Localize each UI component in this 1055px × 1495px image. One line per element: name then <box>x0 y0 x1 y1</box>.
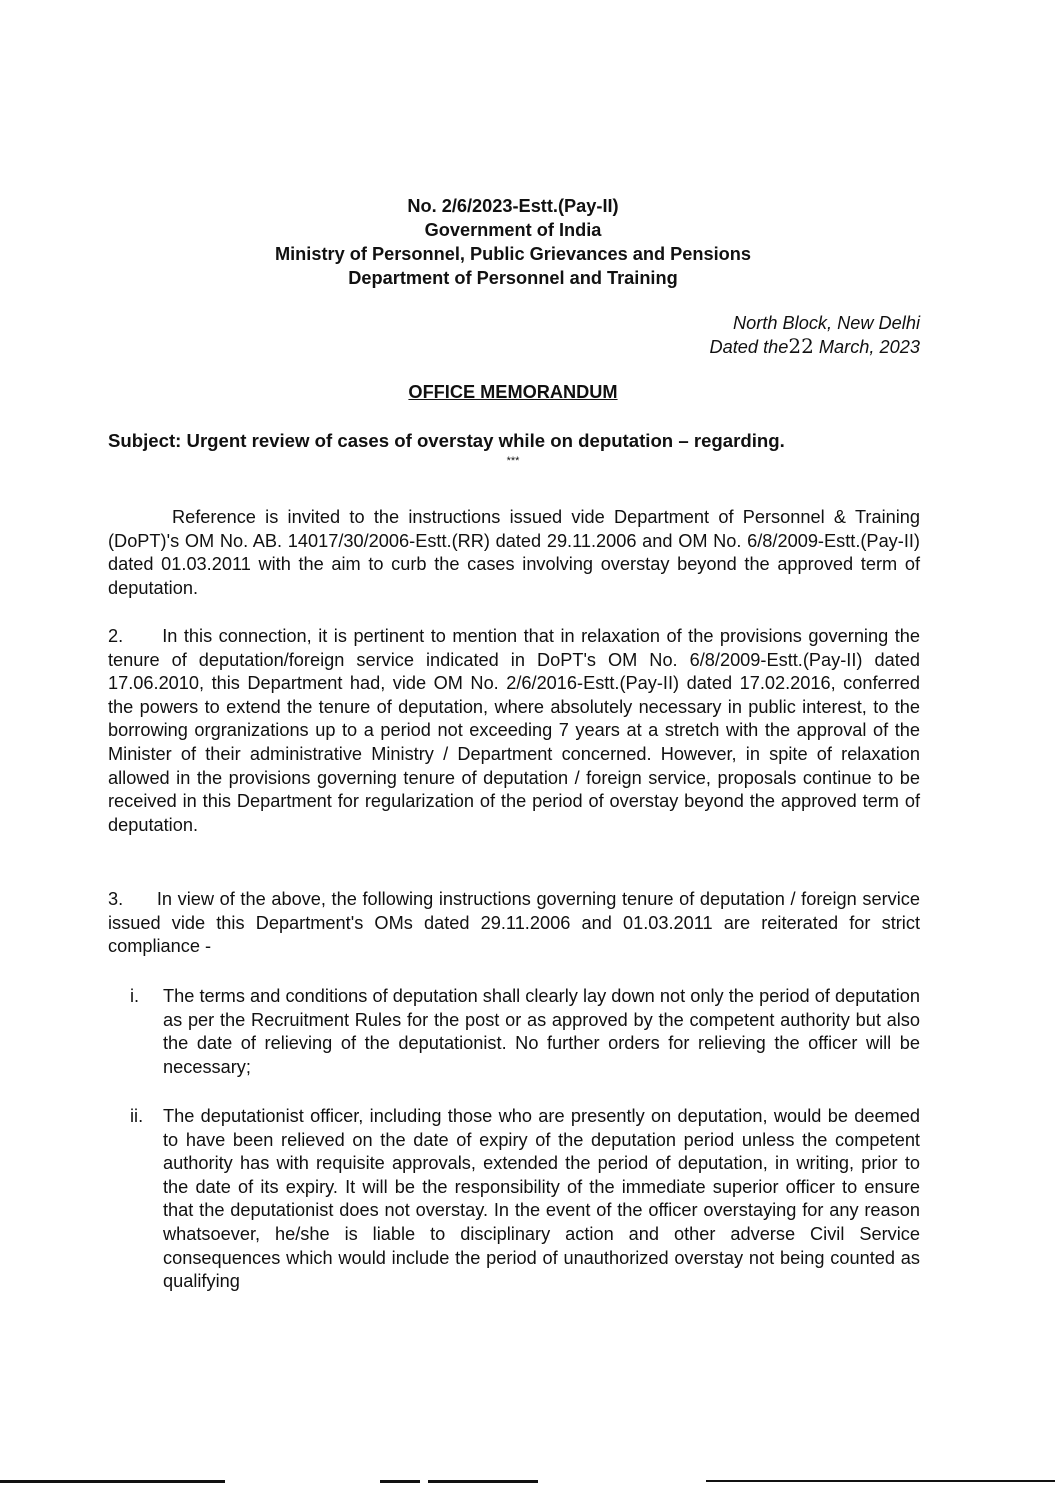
document-header <box>0 194 1026 290</box>
footer-rule <box>0 1480 225 1483</box>
footer-rule <box>706 1480 1055 1482</box>
list-text: The deputationist officer, including those who are presently on deputation, would be deemed to have been relieved on the date of expiry of the deputation period unless the competent authority has with requisite approvals, extended the period of deputation, in writing, prior to the date of its expiry. It will be the responsibility of the immediate superior officer to ensure that the deputationist does not overstay. In the event of the officer overstaying for any reason whatsoever, he/she is liable to disciplinary action and other adverse Civil Service consequences which would include the period of unauthorized overstay not being counted as qualifying <box>163 1106 920 1292</box>
footer-rule <box>380 1480 420 1483</box>
date: Dated the22 March, 2023 <box>709 334 920 358</box>
memo-title: OFFICE MEMORANDUM <box>408 382 618 402</box>
list-item <box>108 1105 920 1294</box>
footer-rule <box>428 1480 538 1483</box>
place-date-block <box>710 312 921 359</box>
list-marker: ii. <box>130 1106 144 1126</box>
paragraph-2: 2. In this connection, it is pertinent to mention that in relaxation of the provisions governing the tenure of deputation/foreign service indicated in DoPT's OM No. 6/8/2009-Estt.(Pay-II) dated 17.06.2010, this Department had, vide OM No. 2/6/2016-Estt.(Pay-II) dated 17.02.2016, conferred the powers to extend the tenure of deputation, where absolutely necessary in public interest, to the borrowing orgranizations up to a period not exceeding 7 years at a stretch with the approval of the Minister of their administrative Ministry / Department concerned. However, in spite of relaxation allowed in the provisions governing tenure of deputation / foreign service, proposals continue to be received in this Department for regularization of the period of overstay beyond the approved term of deputation. <box>108 626 920 835</box>
list-text: The terms and conditions of deputation shall clearly lay down not only the period of deputation as per the Recruitment Rules for the post or as approved by the competent authority but also the date of relieving of the deputationist. No further orders for relieving the officer will be necessary; <box>163 986 920 1077</box>
subject-line: Subject: Urgent review of cases of overstay while on deputation – regarding. <box>108 430 785 451</box>
government-name: Government of India <box>424 220 602 240</box>
list-marker: i. <box>130 986 140 1006</box>
department-name: Department of Personnel and Training <box>348 268 678 288</box>
file-number: No. 2/6/2023-Estt.(Pay-II) <box>407 196 619 216</box>
paragraph-1: Reference is invited to the instructions issued vide Department of Personnel & Training (DoPT)'s OM No. AB. 14017/30/2006-Estt.(RR) dated 29.11.2006 and OM No. 6/8/2009-Estt.(Pay-II) dated 01.03.2011 with the aim to curb the cases involving overstay beyond the approved term of deputation. <box>108 507 920 598</box>
paragraph-3: 3. In view of the above, the following instructions governing tenure of deputation / foreign service issued vide this Department's OMs dated 29.11.2006 and 01.03.2011 are reiterated for strict compliance - <box>108 889 920 957</box>
handwritten-day: 22 <box>788 334 814 358</box>
ministry-name: Ministry of Personnel, Public Grievances and Pensions <box>274 244 752 264</box>
separator: *** <box>506 455 520 467</box>
list-item <box>108 985 920 1079</box>
place: North Block, New Delhi <box>733 313 920 333</box>
